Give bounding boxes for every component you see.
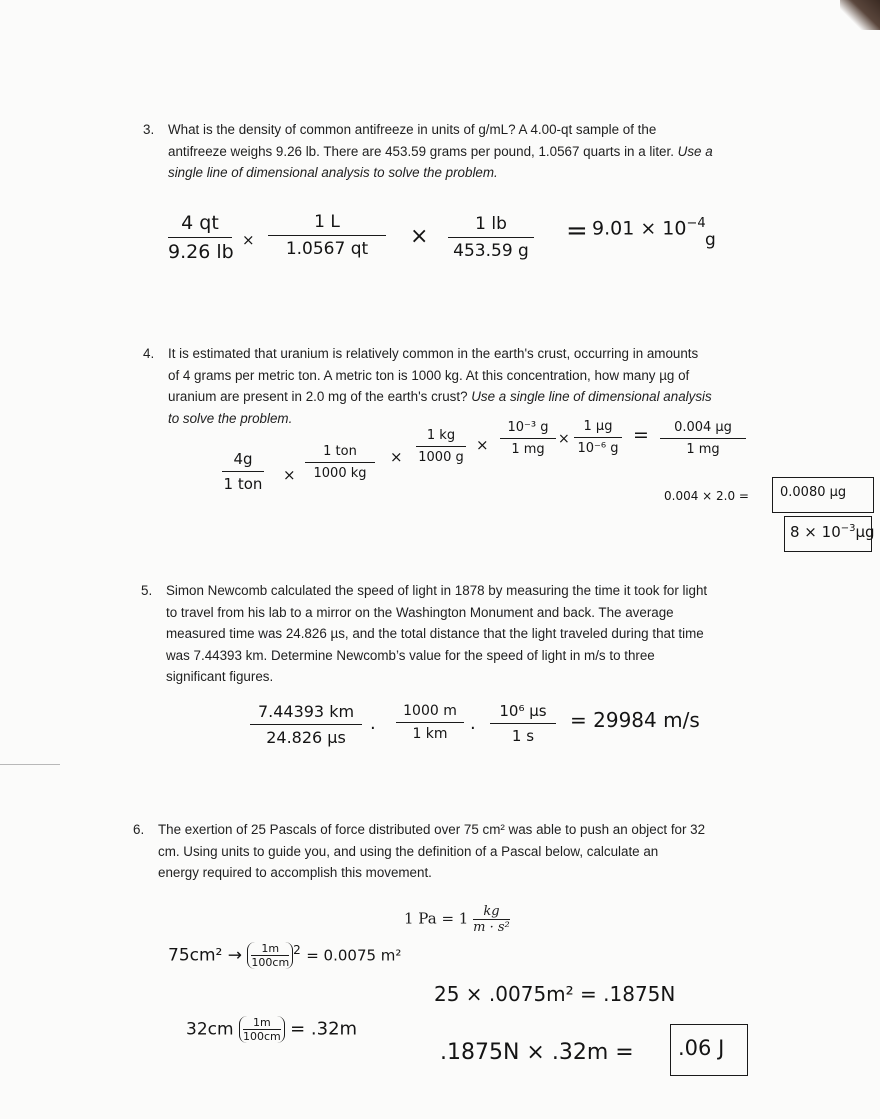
question-number: 6. <box>133 822 145 837</box>
question-text-line: energy required to accomplish this movement. <box>158 865 432 880</box>
handwritten-answer: = 29984 m/s <box>570 708 700 732</box>
handwritten-fraction: 4 qt 9.26 lb <box>168 212 234 263</box>
handwritten-answer: $9.01 \times 10^{-4}$ <box>592 216 706 240</box>
handwritten-answer: $8 \times 10^{-3}\mu g$ <box>790 523 875 541</box>
dot-operator: · <box>470 718 476 739</box>
multiply-sign: × <box>283 466 296 484</box>
handwritten-fraction: 1000 m 1 km <box>396 703 464 742</box>
handwritten-fraction: 4g 1 ton <box>223 450 263 493</box>
handwritten-fraction: 1 lb 453.59 g <box>448 214 534 261</box>
dot-operator: · <box>370 718 376 739</box>
pascal-definition <box>404 904 510 935</box>
question-number: 3. <box>143 122 155 137</box>
question-4 <box>143 343 808 429</box>
handwritten-calculation: 25 × .0075m² = .1875N <box>434 982 676 1006</box>
handwritten-calculation: 0.004 × 2.0 = <box>664 489 749 503</box>
question-instruction: single line of dimensional analysis to solve the problem. <box>168 165 498 180</box>
scan-mark <box>0 764 60 765</box>
question-number: 5. <box>141 583 153 598</box>
handwritten-fraction: 1 L 1.0567 qt <box>268 212 386 259</box>
formula-lhs: 1 Pa = 1 <box>404 909 469 928</box>
page-corner-shadow <box>840 0 880 30</box>
handwritten-fraction: 0.004 µg 1 mg <box>660 420 746 457</box>
question-text-line: to travel from his lab to a mirror on the Washington Monument and back. The average <box>166 604 674 620</box>
question-5 <box>141 580 806 688</box>
formula-denominator: m · s² <box>473 920 510 935</box>
answer-unit: g <box>705 230 716 250</box>
handwritten-calculation: .1875N × .32m = <box>440 1040 634 1065</box>
formula-numerator: kg <box>483 904 500 919</box>
question-text-line: cm. Using units to guide you, and using the definition of a Pascal below, calculate an <box>158 843 659 859</box>
handwritten-conversion: 32cm $\frac{1m}{100cm}$ = .32m <box>186 1016 358 1043</box>
handwritten-fraction: 10⁻³ g 1 mg <box>500 420 556 457</box>
formula-fraction <box>473 904 510 935</box>
handwritten-fraction: 1 µg 10⁻⁶ g <box>574 419 622 456</box>
question-number: 4. <box>143 346 155 361</box>
question-instruction: to solve the problem. <box>168 410 293 426</box>
handwritten-fraction: 1 kg 1000 g <box>416 428 466 465</box>
handwritten-fraction: 1 ton 1000 kg <box>305 444 375 481</box>
question-text-line: It is estimated that uranium is relatively common in the earth's crust, occurring in amounts <box>168 346 699 361</box>
handwritten-fraction: 10⁶ µs 1 s <box>490 702 556 745</box>
question-text-line: measured time was 24.826 µs, and the total distance that the light traveled during that time <box>166 626 704 641</box>
question-text-line: of 4 grams per metric ton. A metric ton is 1000 kg. At this concentration, how many µg of <box>168 367 690 383</box>
question-3 <box>143 119 808 184</box>
equals-sign: = <box>633 424 649 446</box>
question-text-line: What is the density of common antifreeze in units of g/mL? A 4.00-qt sample of the <box>168 122 657 137</box>
question-text-line: was 7.44393 km. Determine Newcomb’s value for the speed of light in m/s to three <box>166 647 655 663</box>
question-text-line: antifreeze weighs 9.26 lb. There are 453.59 grams per pound, 1.0567 quarts in a liter. Use a <box>168 143 713 159</box>
question-text-line: significant figures. <box>166 669 274 684</box>
multiply-sign: × <box>410 224 429 249</box>
multiply-sign: × <box>390 448 403 466</box>
multiply-sign: × <box>476 436 489 454</box>
question-6 <box>133 819 798 884</box>
question-text-line: Simon Newcomb calculated the speed of light in 1878 by measuring the time it took for light <box>166 583 708 598</box>
question-text-line: The exertion of 25 Pascals of force distributed over 75 cm² was able to push an object for 32 <box>158 822 706 837</box>
handwritten-fraction: 7.44393 km 24.826 µs <box>250 702 362 747</box>
multiply-sign: × <box>242 231 255 249</box>
equals-sign: = <box>566 216 588 246</box>
handwritten-answer: .06 J <box>678 1036 725 1060</box>
multiply-sign: × <box>558 431 570 447</box>
handwritten-answer: 0.0080 µg <box>780 485 847 500</box>
handwritten-conversion: 75cm² → $\frac{1m}{100cm}$ $^2$ = 0.0075 m² <box>168 942 402 969</box>
question-text-line: uranium are present in 2.0 mg of the earth's crust? Use a single line of dimensional analysis <box>168 389 712 404</box>
